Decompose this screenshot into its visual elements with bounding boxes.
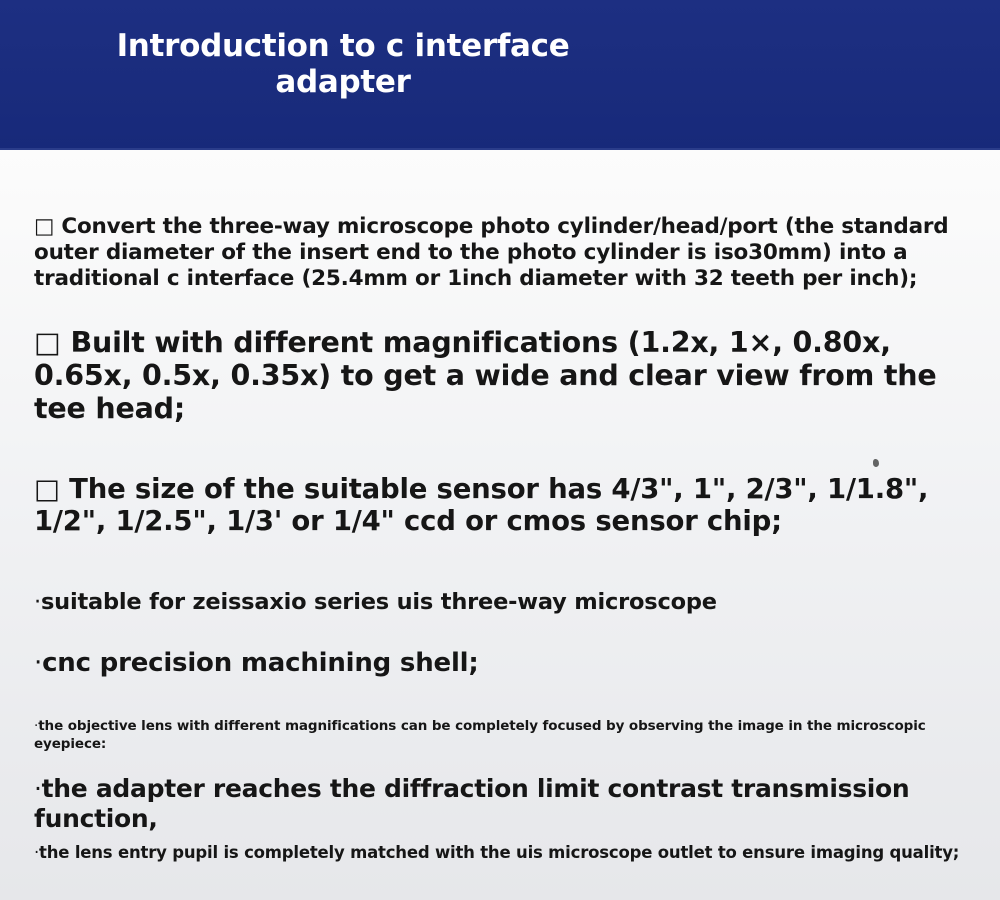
checkbox-bullet-icon: □ bbox=[34, 326, 61, 359]
feature-text: the adapter reaches the diffraction limit contrast transmission function, bbox=[34, 774, 910, 833]
checkbox-bullet-icon: □ bbox=[34, 214, 55, 239]
feature-item-interface-conversion bbox=[34, 214, 969, 292]
feature-text: Convert the three-way microscope photo cylinder/head/port (the standard outer diameter of the insert end to the photo cylinder is iso30mm) into a traditional c interface (25.4mm or 1inch diameter with 32 teeth per inch); bbox=[34, 214, 949, 291]
dot-bullet-icon: · bbox=[34, 718, 39, 734]
stray-mark bbox=[873, 459, 879, 467]
feature-item-cnc-shell bbox=[34, 648, 969, 678]
page-title: Introduction to c interface adapter bbox=[116, 28, 570, 100]
feature-item-sensor-size bbox=[34, 473, 969, 537]
feature-text: cnc precision machining shell; bbox=[42, 648, 479, 678]
feature-text: Built with different magnifications (1.2x, 1×, 0.80x, 0.65x, 0.5x, 0.35x) to get a wide and clear view from the tee head; bbox=[34, 326, 937, 425]
feature-item-magnifications bbox=[34, 326, 969, 425]
dot-bullet-icon: · bbox=[34, 648, 43, 678]
dot-bullet-icon: · bbox=[34, 589, 41, 615]
feature-text: the objective lens with different magnifications can be completely focused by observing the image in the microscopic eyepiece: bbox=[34, 718, 926, 752]
feature-item-parfocal bbox=[34, 717, 969, 753]
feature-text: the lens entry pupil is completely matched with the uis microscope outlet to ensure imaging quality; bbox=[39, 843, 960, 862]
dot-bullet-icon: · bbox=[34, 843, 40, 862]
dot-bullet-icon: · bbox=[34, 774, 42, 803]
feature-item-diffraction-limit bbox=[34, 774, 969, 834]
checkbox-bullet-icon: □ bbox=[34, 473, 60, 505]
feature-item-entry-pupil bbox=[34, 843, 969, 863]
feature-text: suitable for zeissaxio series uis three-way microscope bbox=[40, 589, 717, 615]
feature-item-zeiss-compatibility bbox=[34, 588, 969, 616]
header-banner bbox=[0, 0, 1000, 150]
feature-text: The size of the suitable sensor has 4/3", 1", 2/3", 1/1.8", 1/2", 1/2.5", 1/3' or 1/4" ccd or cmos sensor chip; bbox=[34, 473, 929, 537]
